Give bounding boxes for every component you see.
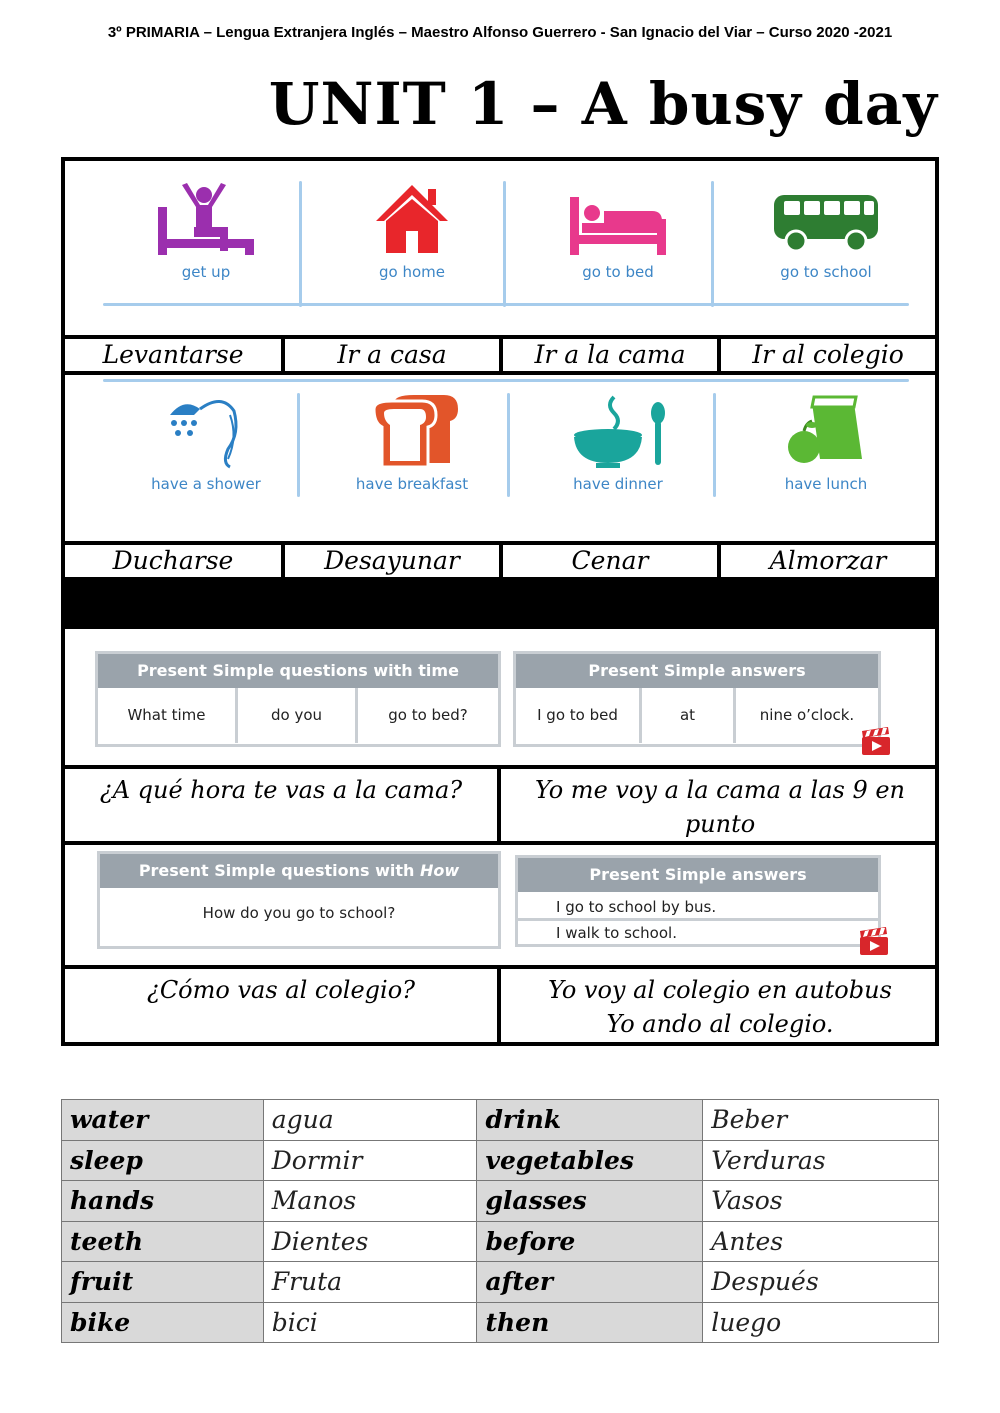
- bus-icon: [770, 181, 882, 257]
- separator-band: [65, 579, 935, 629]
- vocab-english: sleep: [62, 1140, 264, 1181]
- answer-box: [515, 855, 881, 947]
- translation-answer: [505, 969, 935, 1046]
- translation-answer-line: Yo ando al colegio.: [606, 1010, 834, 1038]
- bed-icon: [566, 181, 670, 257]
- question-cell: go to bed?: [388, 706, 468, 724]
- routine-label: go home: [379, 263, 445, 281]
- answer-cell: at: [642, 688, 736, 743]
- vocab-english: drink: [477, 1100, 703, 1141]
- divider: [297, 393, 300, 497]
- page-title: UNIT 1 – A busy day: [268, 70, 938, 138]
- get-up-icon: [156, 181, 256, 257]
- vocab-english: glasses: [477, 1181, 703, 1222]
- vocab-english: before: [477, 1221, 703, 1262]
- translation-question: ¿Cómo vas al colegio?: [65, 969, 501, 1046]
- question-header: [100, 854, 498, 888]
- vocab-spanish: bici: [263, 1302, 477, 1343]
- routine-label: have dinner: [573, 475, 663, 493]
- page-header: 3º PRIMARIA – Lengua Extranjera Inglés – Maestro Alfonso Guerrero - San Ignacio del Viar – Curso 2020 -2021: [107, 24, 893, 41]
- grammar-time-panel: [65, 629, 935, 765]
- answer-box: [513, 651, 881, 747]
- routine-item-have-a-shower: [103, 393, 309, 525]
- table-row: [62, 1140, 939, 1181]
- answer-cell: nine o’clock.: [759, 706, 855, 724]
- routine-label: go to bed: [582, 263, 654, 281]
- routine-label: get up: [181, 263, 231, 281]
- routine-label: have lunch: [784, 475, 868, 493]
- translation-cell: Almorzar: [769, 546, 887, 575]
- translation-answer: Yo me voy a la cama a las 9 en punto: [534, 776, 906, 838]
- question-header: Present Simple questions with time: [98, 654, 498, 688]
- divider: [507, 393, 510, 497]
- divider: [503, 181, 506, 307]
- translation-answer-line: Yo voy al colegio en autobus: [548, 976, 892, 1004]
- divider: [103, 303, 909, 306]
- vocab-english: fruit: [62, 1262, 264, 1303]
- table-row: [62, 1181, 939, 1222]
- translation-cell: Desayunar: [285, 545, 503, 577]
- worksheet-frame: [61, 157, 939, 1046]
- translation-cell: Ir a casa: [285, 339, 503, 371]
- video-clapper-icon[interactable]: [860, 727, 892, 757]
- grammar-how-panel: [65, 845, 935, 965]
- video-clapper-icon[interactable]: [858, 927, 890, 957]
- vocab-spanish: Manos: [263, 1181, 477, 1222]
- house-icon: [372, 181, 452, 257]
- vocab-english: hands: [62, 1181, 264, 1222]
- vocab-spanish: Verduras: [703, 1140, 939, 1181]
- translation-cell: Levantarse: [65, 339, 285, 371]
- table-row: [62, 1302, 939, 1343]
- divider: [713, 393, 716, 497]
- vocab-spanish: agua: [263, 1100, 477, 1141]
- translation-strip-2: [65, 541, 935, 581]
- routine-item-get-up: [103, 181, 309, 313]
- answer-cell: I go to bed: [516, 688, 642, 743]
- vocab-english: bike: [62, 1302, 264, 1343]
- soup-bowl-icon: [568, 393, 668, 469]
- routine-label: have breakfast: [355, 475, 469, 493]
- vocab-english: after: [477, 1262, 703, 1303]
- divider: [711, 181, 714, 307]
- vocab-spanish: luego: [703, 1302, 939, 1343]
- vocab-spanish: Dientes: [263, 1221, 477, 1262]
- routine-item-go-home: [309, 181, 515, 313]
- divider: [518, 918, 878, 921]
- table-row: [62, 1100, 939, 1141]
- translation-cell: Ir a la cama: [503, 339, 721, 371]
- question-box: [97, 851, 501, 949]
- translation-row-how: [65, 965, 935, 1046]
- routine-label: have a shower: [151, 475, 261, 493]
- routine-label: go to school: [780, 263, 872, 281]
- question-cell: do you: [238, 688, 358, 743]
- vocab-spanish: Después: [703, 1262, 939, 1303]
- vocab-english: teeth: [62, 1221, 264, 1262]
- question-cell: What time: [98, 688, 238, 743]
- divider: [103, 379, 909, 382]
- table-row: [62, 1262, 939, 1303]
- shower-icon: [164, 393, 248, 469]
- routine-item-have-dinner: [515, 393, 721, 525]
- vocab-spanish: Antes: [703, 1221, 939, 1262]
- routine-item-have-lunch: [723, 393, 929, 525]
- question-text: How do you go to school?: [202, 904, 396, 922]
- vocab-spanish: Dormir: [263, 1140, 477, 1181]
- vocab-spanish: Vasos: [703, 1181, 939, 1222]
- answer-header: Present Simple answers: [516, 654, 878, 688]
- translation-question: ¿A qué hora te vas a la cama?: [65, 769, 501, 841]
- translation-cell: Ir al colegio: [752, 340, 904, 369]
- translation-cell: Cenar: [503, 545, 721, 577]
- vocab-english: water: [62, 1100, 264, 1141]
- vocab-spanish: Beber: [703, 1100, 939, 1141]
- question-box: [95, 651, 501, 747]
- vocabulary-table: [61, 1099, 939, 1343]
- answer-line: I go to school by bus.: [556, 898, 717, 916]
- toast-icon: [364, 393, 460, 469]
- routine-panel-2: [65, 375, 935, 541]
- table-row: [62, 1221, 939, 1262]
- question-header-text: Present Simple questions with: [138, 861, 421, 880]
- translation-cell: Ducharse: [65, 545, 285, 577]
- vocab-spanish: Fruta: [263, 1262, 477, 1303]
- vocab-english: vegetables: [477, 1140, 703, 1181]
- routine-item-go-to-school: [723, 181, 929, 313]
- answer-header: Present Simple answers: [518, 858, 878, 892]
- divider: [299, 181, 302, 307]
- routine-item-have-breakfast: [309, 393, 515, 525]
- lunch-bag-icon: [784, 393, 868, 469]
- translation-row-time: [65, 765, 935, 845]
- routine-item-go-to-bed: [515, 181, 721, 313]
- vocab-english: then: [477, 1302, 703, 1343]
- question-header-emphasis: How: [420, 861, 460, 880]
- answer-line: I walk to school.: [556, 924, 677, 942]
- routine-panel-1: [65, 161, 935, 335]
- translation-strip-1: [65, 335, 935, 375]
